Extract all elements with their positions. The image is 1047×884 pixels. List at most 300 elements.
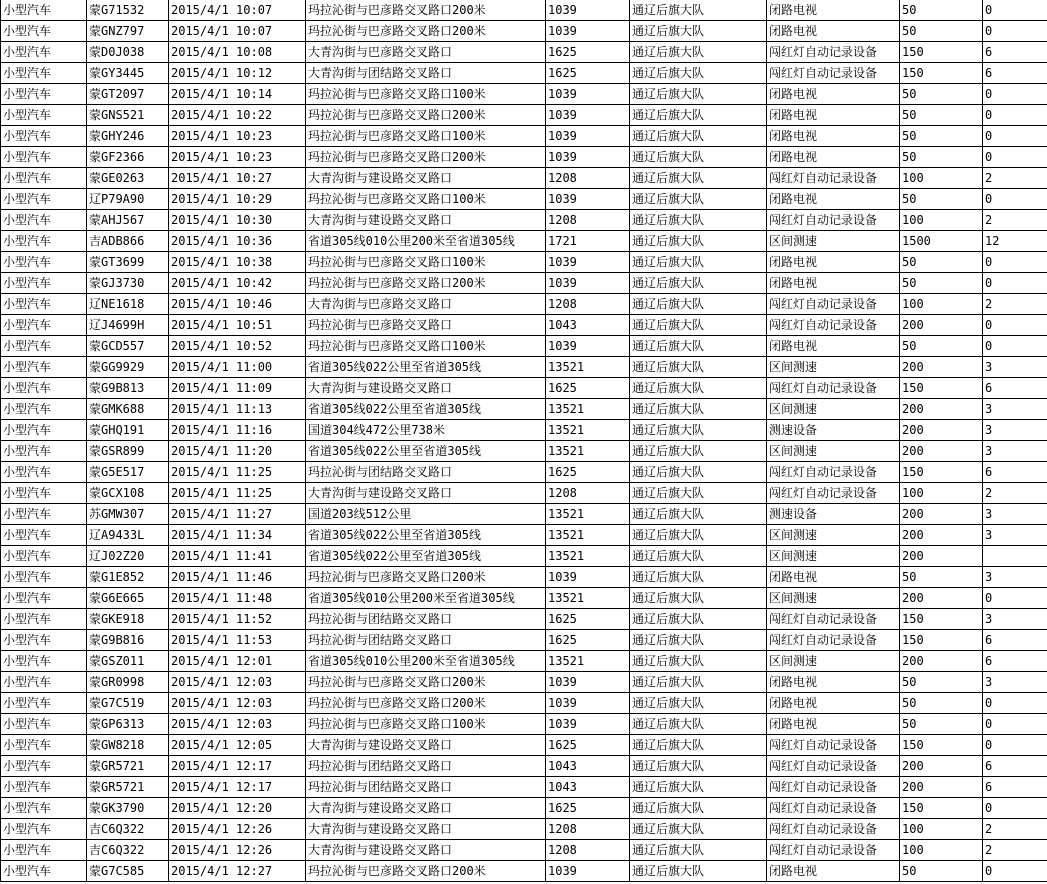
plate-cell[interactable]: 蒙G7C585 xyxy=(87,861,169,882)
location-cell[interactable]: 大青沟街与建设路交叉路口 xyxy=(306,483,546,504)
datetime-cell[interactable]: 2015/4/1 12:03 xyxy=(169,714,306,735)
points-cell[interactable]: 3 xyxy=(983,567,1047,588)
datetime-cell[interactable]: 2015/4/1 11:20 xyxy=(169,441,306,462)
plate-cell[interactable]: 吉C6Q322 xyxy=(87,819,169,840)
code-cell[interactable]: 1625 xyxy=(546,630,630,651)
device-cell[interactable]: 闭路电视 xyxy=(767,693,900,714)
location-cell[interactable]: 玛拉沁街与巴彦路交叉路口200米 xyxy=(306,672,546,693)
unit-cell[interactable]: 通辽后旗大队 xyxy=(630,252,767,273)
plate-cell[interactable]: 蒙GT2097 xyxy=(87,84,169,105)
vehicle-type-cell[interactable]: 小型汽车 xyxy=(1,42,87,63)
vehicle-type-cell[interactable]: 小型汽车 xyxy=(1,693,87,714)
vehicle-type-cell[interactable]: 小型汽车 xyxy=(1,504,87,525)
datetime-cell[interactable]: 2015/4/1 10:12 xyxy=(169,63,306,84)
code-cell[interactable]: 1039 xyxy=(546,189,630,210)
unit-cell[interactable]: 通辽后旗大队 xyxy=(630,63,767,84)
plate-cell[interactable]: 蒙GF2366 xyxy=(87,147,169,168)
device-cell[interactable]: 测速设备 xyxy=(767,504,900,525)
datetime-cell[interactable]: 2015/4/1 12:26 xyxy=(169,840,306,861)
code-cell[interactable]: 1625 xyxy=(546,42,630,63)
vehicle-type-cell[interactable]: 小型汽车 xyxy=(1,441,87,462)
code-cell[interactable]: 13521 xyxy=(546,651,630,672)
location-cell[interactable]: 大青沟街与建设路交叉路口 xyxy=(306,798,546,819)
code-cell[interactable]: 1039 xyxy=(546,252,630,273)
unit-cell[interactable]: 通辽后旗大队 xyxy=(630,777,767,798)
fine-cell[interactable]: 50 xyxy=(900,273,983,294)
unit-cell[interactable]: 通辽后旗大队 xyxy=(630,651,767,672)
datetime-cell[interactable]: 2015/4/1 11:46 xyxy=(169,567,306,588)
code-cell[interactable]: 13521 xyxy=(546,357,630,378)
datetime-cell[interactable]: 2015/4/1 12:27 xyxy=(169,861,306,882)
vehicle-type-cell[interactable]: 小型汽车 xyxy=(1,567,87,588)
code-cell[interactable]: 1625 xyxy=(546,609,630,630)
device-cell[interactable]: 闭路电视 xyxy=(767,273,900,294)
fine-cell[interactable]: 50 xyxy=(900,84,983,105)
device-cell[interactable]: 闯红灯自动记录设备 xyxy=(767,294,900,315)
plate-cell[interactable]: 蒙GSR899 xyxy=(87,441,169,462)
plate-cell[interactable]: 蒙GSZ011 xyxy=(87,651,169,672)
device-cell[interactable]: 闭路电视 xyxy=(767,336,900,357)
fine-cell[interactable]: 150 xyxy=(900,42,983,63)
points-cell[interactable]: 3 xyxy=(983,420,1047,441)
location-cell[interactable]: 省道305线022公里至省道305线 xyxy=(306,357,546,378)
code-cell[interactable]: 13521 xyxy=(546,525,630,546)
points-cell[interactable]: 0 xyxy=(983,189,1047,210)
points-cell[interactable]: 0 xyxy=(983,714,1047,735)
datetime-cell[interactable]: 2015/4/1 12:20 xyxy=(169,798,306,819)
code-cell[interactable]: 1043 xyxy=(546,756,630,777)
code-cell[interactable]: 1625 xyxy=(546,378,630,399)
location-cell[interactable]: 省道305线022公里至省道305线 xyxy=(306,546,546,567)
points-cell[interactable]: 6 xyxy=(983,63,1047,84)
device-cell[interactable]: 闯红灯自动记录设备 xyxy=(767,756,900,777)
points-cell[interactable]: 3 xyxy=(983,441,1047,462)
datetime-cell[interactable]: 2015/4/1 11:16 xyxy=(169,420,306,441)
unit-cell[interactable]: 通辽后旗大队 xyxy=(630,840,767,861)
unit-cell[interactable]: 通辽后旗大队 xyxy=(630,525,767,546)
device-cell[interactable]: 闯红灯自动记录设备 xyxy=(767,168,900,189)
vehicle-type-cell[interactable]: 小型汽车 xyxy=(1,378,87,399)
fine-cell[interactable]: 50 xyxy=(900,861,983,882)
unit-cell[interactable]: 通辽后旗大队 xyxy=(630,420,767,441)
datetime-cell[interactable]: 2015/4/1 10:42 xyxy=(169,273,306,294)
unit-cell[interactable]: 通辽后旗大队 xyxy=(630,168,767,189)
points-cell[interactable]: 2 xyxy=(983,819,1047,840)
device-cell[interactable]: 闭路电视 xyxy=(767,84,900,105)
code-cell[interactable]: 1208 xyxy=(546,168,630,189)
plate-cell[interactable]: 蒙D0J038 xyxy=(87,42,169,63)
datetime-cell[interactable]: 2015/4/1 10:36 xyxy=(169,231,306,252)
code-cell[interactable]: 1039 xyxy=(546,672,630,693)
code-cell[interactable]: 1039 xyxy=(546,84,630,105)
unit-cell[interactable]: 通辽后旗大队 xyxy=(630,147,767,168)
vehicle-type-cell[interactable]: 小型汽车 xyxy=(1,819,87,840)
code-cell[interactable]: 1208 xyxy=(546,294,630,315)
vehicle-type-cell[interactable]: 小型汽车 xyxy=(1,21,87,42)
device-cell[interactable]: 闭路电视 xyxy=(767,147,900,168)
code-cell[interactable]: 1039 xyxy=(546,861,630,882)
points-cell[interactable]: 6 xyxy=(983,651,1047,672)
vehicle-type-cell[interactable]: 小型汽车 xyxy=(1,609,87,630)
plate-cell[interactable]: 蒙GNS521 xyxy=(87,105,169,126)
datetime-cell[interactable]: 2015/4/1 12:17 xyxy=(169,756,306,777)
device-cell[interactable]: 闯红灯自动记录设备 xyxy=(767,735,900,756)
device-cell[interactable]: 测速设备 xyxy=(767,420,900,441)
fine-cell[interactable]: 50 xyxy=(900,336,983,357)
unit-cell[interactable]: 通辽后旗大队 xyxy=(630,861,767,882)
fine-cell[interactable]: 150 xyxy=(900,462,983,483)
points-cell[interactable]: 3 xyxy=(983,504,1047,525)
fine-cell[interactable]: 50 xyxy=(900,21,983,42)
device-cell[interactable]: 闭路电视 xyxy=(767,105,900,126)
location-cell[interactable]: 玛拉沁街与巴彦路交叉路口200米 xyxy=(306,861,546,882)
vehicle-type-cell[interactable]: 小型汽车 xyxy=(1,756,87,777)
points-cell[interactable]: 3 xyxy=(983,609,1047,630)
fine-cell[interactable]: 200 xyxy=(900,525,983,546)
plate-cell[interactable]: 蒙G9B816 xyxy=(87,630,169,651)
location-cell[interactable]: 大青沟街与建设路交叉路口 xyxy=(306,378,546,399)
datetime-cell[interactable]: 2015/4/1 10:07 xyxy=(169,21,306,42)
unit-cell[interactable]: 通辽后旗大队 xyxy=(630,735,767,756)
plate-cell[interactable]: 蒙GMK688 xyxy=(87,399,169,420)
datetime-cell[interactable]: 2015/4/1 11:27 xyxy=(169,504,306,525)
device-cell[interactable]: 闭路电视 xyxy=(767,672,900,693)
plate-cell[interactable]: 吉ADB866 xyxy=(87,231,169,252)
code-cell[interactable]: 1039 xyxy=(546,0,630,21)
code-cell[interactable]: 1208 xyxy=(546,210,630,231)
plate-cell[interactable]: 蒙G71532 xyxy=(87,0,169,21)
device-cell[interactable]: 闭路电视 xyxy=(767,861,900,882)
plate-cell[interactable]: 蒙GY3445 xyxy=(87,63,169,84)
location-cell[interactable]: 大青沟街与建设路交叉路口 xyxy=(306,168,546,189)
fine-cell[interactable]: 200 xyxy=(900,399,983,420)
location-cell[interactable]: 省道305线010公里200米至省道305线 xyxy=(306,231,546,252)
vehicle-type-cell[interactable]: 小型汽车 xyxy=(1,777,87,798)
unit-cell[interactable]: 通辽后旗大队 xyxy=(630,294,767,315)
vehicle-type-cell[interactable]: 小型汽车 xyxy=(1,147,87,168)
device-cell[interactable]: 闭路电视 xyxy=(767,21,900,42)
device-cell[interactable]: 闯红灯自动记录设备 xyxy=(767,609,900,630)
device-cell[interactable]: 闭路电视 xyxy=(767,126,900,147)
device-cell[interactable]: 区间测速 xyxy=(767,546,900,567)
unit-cell[interactable]: 通辽后旗大队 xyxy=(630,336,767,357)
datetime-cell[interactable]: 2015/4/1 10:52 xyxy=(169,336,306,357)
plate-cell[interactable]: 蒙GK3790 xyxy=(87,798,169,819)
unit-cell[interactable]: 通辽后旗大队 xyxy=(630,21,767,42)
device-cell[interactable]: 闯红灯自动记录设备 xyxy=(767,630,900,651)
unit-cell[interactable]: 通辽后旗大队 xyxy=(630,462,767,483)
location-cell[interactable]: 玛拉沁街与巴彦路交叉路口200米 xyxy=(306,0,546,21)
vehicle-type-cell[interactable]: 小型汽车 xyxy=(1,462,87,483)
plate-cell[interactable]: 蒙G9B813 xyxy=(87,378,169,399)
device-cell[interactable]: 闯红灯自动记录设备 xyxy=(767,840,900,861)
plate-cell[interactable]: 蒙G6E665 xyxy=(87,588,169,609)
points-cell[interactable]: 2 xyxy=(983,210,1047,231)
datetime-cell[interactable]: 2015/4/1 12:01 xyxy=(169,651,306,672)
datetime-cell[interactable]: 2015/4/1 12:03 xyxy=(169,672,306,693)
device-cell[interactable]: 闭路电视 xyxy=(767,567,900,588)
fine-cell[interactable]: 100 xyxy=(900,210,983,231)
datetime-cell[interactable]: 2015/4/1 11:25 xyxy=(169,483,306,504)
location-cell[interactable]: 玛拉沁街与巴彦路交叉路口200米 xyxy=(306,105,546,126)
vehicle-type-cell[interactable]: 小型汽车 xyxy=(1,294,87,315)
location-cell[interactable]: 玛拉沁街与团结路交叉路口 xyxy=(306,756,546,777)
points-cell[interactable]: 0 xyxy=(983,315,1047,336)
device-cell[interactable]: 闭路电视 xyxy=(767,252,900,273)
datetime-cell[interactable]: 2015/4/1 11:52 xyxy=(169,609,306,630)
unit-cell[interactable]: 通辽后旗大队 xyxy=(630,315,767,336)
device-cell[interactable]: 区间测速 xyxy=(767,441,900,462)
unit-cell[interactable]: 通辽后旗大队 xyxy=(630,672,767,693)
code-cell[interactable]: 1625 xyxy=(546,798,630,819)
points-cell[interactable]: 0 xyxy=(983,105,1047,126)
location-cell[interactable]: 省道305线022公里至省道305线 xyxy=(306,441,546,462)
unit-cell[interactable]: 通辽后旗大队 xyxy=(630,189,767,210)
datetime-cell[interactable]: 2015/4/1 12:05 xyxy=(169,735,306,756)
device-cell[interactable]: 闯红灯自动记录设备 xyxy=(767,777,900,798)
points-cell[interactable]: 0 xyxy=(983,588,1047,609)
plate-cell[interactable]: 蒙GHY246 xyxy=(87,126,169,147)
unit-cell[interactable]: 通辽后旗大队 xyxy=(630,567,767,588)
unit-cell[interactable]: 通辽后旗大队 xyxy=(630,504,767,525)
location-cell[interactable]: 玛拉沁街与巴彦路交叉路口100米 xyxy=(306,189,546,210)
code-cell[interactable]: 13521 xyxy=(546,588,630,609)
fine-cell[interactable]: 100 xyxy=(900,294,983,315)
location-cell[interactable]: 玛拉沁街与团结路交叉路口 xyxy=(306,609,546,630)
plate-cell[interactable]: 辽J02Z20 xyxy=(87,546,169,567)
points-cell[interactable]: 2 xyxy=(983,168,1047,189)
fine-cell[interactable]: 200 xyxy=(900,420,983,441)
plate-cell[interactable]: 蒙GG9929 xyxy=(87,357,169,378)
code-cell[interactable]: 1625 xyxy=(546,462,630,483)
datetime-cell[interactable]: 2015/4/1 10:29 xyxy=(169,189,306,210)
datetime-cell[interactable]: 2015/4/1 10:51 xyxy=(169,315,306,336)
plate-cell[interactable]: 辽J4699H xyxy=(87,315,169,336)
location-cell[interactable]: 省道305线022公里至省道305线 xyxy=(306,525,546,546)
location-cell[interactable]: 玛拉沁街与巴彦路交叉路口100米 xyxy=(306,714,546,735)
points-cell[interactable]: 6 xyxy=(983,777,1047,798)
points-cell[interactable]: 3 xyxy=(983,399,1047,420)
vehicle-type-cell[interactable]: 小型汽车 xyxy=(1,798,87,819)
code-cell[interactable]: 1039 xyxy=(546,105,630,126)
datetime-cell[interactable]: 2015/4/1 11:13 xyxy=(169,399,306,420)
location-cell[interactable]: 玛拉沁街与团结路交叉路口 xyxy=(306,462,546,483)
location-cell[interactable]: 玛拉沁街与巴彦路交叉路口200米 xyxy=(306,21,546,42)
device-cell[interactable]: 区间测速 xyxy=(767,357,900,378)
unit-cell[interactable]: 通辽后旗大队 xyxy=(630,693,767,714)
fine-cell[interactable]: 150 xyxy=(900,735,983,756)
code-cell[interactable]: 1039 xyxy=(546,21,630,42)
vehicle-type-cell[interactable]: 小型汽车 xyxy=(1,861,87,882)
fine-cell[interactable]: 150 xyxy=(900,378,983,399)
vehicle-type-cell[interactable]: 小型汽车 xyxy=(1,210,87,231)
fine-cell[interactable]: 200 xyxy=(900,756,983,777)
datetime-cell[interactable]: 2015/4/1 11:09 xyxy=(169,378,306,399)
vehicle-type-cell[interactable]: 小型汽车 xyxy=(1,525,87,546)
plate-cell[interactable]: 蒙G5E517 xyxy=(87,462,169,483)
location-cell[interactable]: 省道305线022公里至省道305线 xyxy=(306,399,546,420)
device-cell[interactable]: 闯红灯自动记录设备 xyxy=(767,462,900,483)
vehicle-type-cell[interactable]: 小型汽车 xyxy=(1,630,87,651)
points-cell[interactable]: 0 xyxy=(983,798,1047,819)
points-cell[interactable]: 2 xyxy=(983,483,1047,504)
location-cell[interactable]: 玛拉沁街与巴彦路交叉路口200米 xyxy=(306,567,546,588)
plate-cell[interactable]: 蒙AHJ567 xyxy=(87,210,169,231)
location-cell[interactable]: 大青沟街与巴彦路交叉路口 xyxy=(306,294,546,315)
points-cell[interactable]: 3 xyxy=(983,357,1047,378)
points-cell[interactable]: 0 xyxy=(983,273,1047,294)
vehicle-type-cell[interactable]: 小型汽车 xyxy=(1,315,87,336)
location-cell[interactable]: 玛拉沁街与巴彦路交叉路口 xyxy=(306,315,546,336)
location-cell[interactable]: 国道304线472公里738米 xyxy=(306,420,546,441)
fine-cell[interactable]: 200 xyxy=(900,588,983,609)
vehicle-type-cell[interactable]: 小型汽车 xyxy=(1,126,87,147)
code-cell[interactable]: 1208 xyxy=(546,819,630,840)
device-cell[interactable]: 闯红灯自动记录设备 xyxy=(767,42,900,63)
vehicle-type-cell[interactable]: 小型汽车 xyxy=(1,273,87,294)
plate-cell[interactable]: 辽A9433L xyxy=(87,525,169,546)
unit-cell[interactable]: 通辽后旗大队 xyxy=(630,105,767,126)
datetime-cell[interactable]: 2015/4/1 10:46 xyxy=(169,294,306,315)
vehicle-type-cell[interactable]: 小型汽车 xyxy=(1,714,87,735)
unit-cell[interactable]: 通辽后旗大队 xyxy=(630,609,767,630)
points-cell[interactable]: 0 xyxy=(983,0,1047,21)
fine-cell[interactable]: 150 xyxy=(900,63,983,84)
location-cell[interactable]: 大青沟街与建设路交叉路口 xyxy=(306,819,546,840)
plate-cell[interactable]: 蒙GP6313 xyxy=(87,714,169,735)
device-cell[interactable]: 闯红灯自动记录设备 xyxy=(767,483,900,504)
fine-cell[interactable]: 200 xyxy=(900,777,983,798)
fine-cell[interactable]: 200 xyxy=(900,315,983,336)
unit-cell[interactable]: 通辽后旗大队 xyxy=(630,210,767,231)
fine-cell[interactable]: 100 xyxy=(900,819,983,840)
unit-cell[interactable]: 通辽后旗大队 xyxy=(630,399,767,420)
datetime-cell[interactable]: 2015/4/1 10:22 xyxy=(169,105,306,126)
unit-cell[interactable]: 通辽后旗大队 xyxy=(630,798,767,819)
plate-cell[interactable]: 蒙GNZ797 xyxy=(87,21,169,42)
points-cell[interactable]: 12 xyxy=(983,231,1047,252)
points-cell[interactable]: 3 xyxy=(983,525,1047,546)
fine-cell[interactable]: 200 xyxy=(900,504,983,525)
device-cell[interactable]: 闯红灯自动记录设备 xyxy=(767,798,900,819)
device-cell[interactable]: 闯红灯自动记录设备 xyxy=(767,315,900,336)
vehicle-type-cell[interactable]: 小型汽车 xyxy=(1,840,87,861)
location-cell[interactable]: 国道203线512公里 xyxy=(306,504,546,525)
unit-cell[interactable]: 通辽后旗大队 xyxy=(630,630,767,651)
points-cell[interactable]: 0 xyxy=(983,735,1047,756)
unit-cell[interactable]: 通辽后旗大队 xyxy=(630,819,767,840)
unit-cell[interactable]: 通辽后旗大队 xyxy=(630,714,767,735)
code-cell[interactable]: 13521 xyxy=(546,420,630,441)
location-cell[interactable]: 玛拉沁街与巴彦路交叉路口200米 xyxy=(306,693,546,714)
device-cell[interactable]: 闭路电视 xyxy=(767,0,900,21)
points-cell[interactable]: 0 xyxy=(983,147,1047,168)
code-cell[interactable]: 1625 xyxy=(546,63,630,84)
code-cell[interactable]: 1043 xyxy=(546,777,630,798)
datetime-cell[interactable]: 2015/4/1 11:25 xyxy=(169,462,306,483)
location-cell[interactable]: 省道305线010公里200米至省道305线 xyxy=(306,588,546,609)
location-cell[interactable]: 大青沟街与巴彦路交叉路口 xyxy=(306,42,546,63)
location-cell[interactable]: 玛拉沁街与巴彦路交叉路口100米 xyxy=(306,252,546,273)
vehicle-type-cell[interactable]: 小型汽车 xyxy=(1,168,87,189)
code-cell[interactable]: 1039 xyxy=(546,567,630,588)
vehicle-type-cell[interactable]: 小型汽车 xyxy=(1,189,87,210)
fine-cell[interactable]: 50 xyxy=(900,105,983,126)
fine-cell[interactable]: 150 xyxy=(900,630,983,651)
vehicle-type-cell[interactable]: 小型汽车 xyxy=(1,63,87,84)
device-cell[interactable]: 区间测速 xyxy=(767,399,900,420)
vehicle-type-cell[interactable]: 小型汽车 xyxy=(1,399,87,420)
datetime-cell[interactable]: 2015/4/1 10:07 xyxy=(169,0,306,21)
plate-cell[interactable]: 蒙GCD557 xyxy=(87,336,169,357)
plate-cell[interactable]: 苏GMW307 xyxy=(87,504,169,525)
unit-cell[interactable]: 通辽后旗大队 xyxy=(630,588,767,609)
location-cell[interactable]: 大青沟街与团结路交叉路口 xyxy=(306,63,546,84)
fine-cell[interactable]: 1500 xyxy=(900,231,983,252)
vehicle-type-cell[interactable]: 小型汽车 xyxy=(1,651,87,672)
code-cell[interactable]: 1208 xyxy=(546,483,630,504)
unit-cell[interactable]: 通辽后旗大队 xyxy=(630,126,767,147)
device-cell[interactable]: 闯红灯自动记录设备 xyxy=(767,210,900,231)
unit-cell[interactable]: 通辽后旗大队 xyxy=(630,273,767,294)
points-cell[interactable]: 0 xyxy=(983,252,1047,273)
unit-cell[interactable]: 通辽后旗大队 xyxy=(630,441,767,462)
points-cell[interactable]: 2 xyxy=(983,294,1047,315)
plate-cell[interactable]: 蒙GW8218 xyxy=(87,735,169,756)
vehicle-type-cell[interactable]: 小型汽车 xyxy=(1,231,87,252)
datetime-cell[interactable]: 2015/4/1 10:38 xyxy=(169,252,306,273)
unit-cell[interactable]: 通辽后旗大队 xyxy=(630,0,767,21)
device-cell[interactable]: 区间测速 xyxy=(767,231,900,252)
vehicle-type-cell[interactable]: 小型汽车 xyxy=(1,546,87,567)
points-cell[interactable]: 6 xyxy=(983,756,1047,777)
vehicle-type-cell[interactable]: 小型汽车 xyxy=(1,252,87,273)
points-cell[interactable]: 0 xyxy=(983,336,1047,357)
device-cell[interactable]: 闯红灯自动记录设备 xyxy=(767,63,900,84)
fine-cell[interactable]: 50 xyxy=(900,252,983,273)
device-cell[interactable]: 区间测速 xyxy=(767,588,900,609)
fine-cell[interactable]: 50 xyxy=(900,567,983,588)
unit-cell[interactable]: 通辽后旗大队 xyxy=(630,84,767,105)
fine-cell[interactable]: 100 xyxy=(900,483,983,504)
datetime-cell[interactable]: 2015/4/1 10:08 xyxy=(169,42,306,63)
fine-cell[interactable]: 50 xyxy=(900,147,983,168)
unit-cell[interactable]: 通辽后旗大队 xyxy=(630,756,767,777)
fine-cell[interactable]: 50 xyxy=(900,693,983,714)
datetime-cell[interactable]: 2015/4/1 11:41 xyxy=(169,546,306,567)
unit-cell[interactable]: 通辽后旗大队 xyxy=(630,378,767,399)
datetime-cell[interactable]: 2015/4/1 11:53 xyxy=(169,630,306,651)
code-cell[interactable]: 13521 xyxy=(546,399,630,420)
datetime-cell[interactable]: 2015/4/1 10:23 xyxy=(169,126,306,147)
location-cell[interactable]: 玛拉沁街与巴彦路交叉路口200米 xyxy=(306,273,546,294)
location-cell[interactable]: 玛拉沁街与巴彦路交叉路口100米 xyxy=(306,126,546,147)
vehicle-type-cell[interactable]: 小型汽车 xyxy=(1,105,87,126)
datetime-cell[interactable]: 2015/4/1 10:14 xyxy=(169,84,306,105)
code-cell[interactable]: 1039 xyxy=(546,126,630,147)
datetime-cell[interactable]: 2015/4/1 11:34 xyxy=(169,525,306,546)
datetime-cell[interactable]: 2015/4/1 10:23 xyxy=(169,147,306,168)
plate-cell[interactable]: 蒙GR5721 xyxy=(87,756,169,777)
datetime-cell[interactable]: 2015/4/1 11:00 xyxy=(169,357,306,378)
points-cell[interactable]: 0 xyxy=(983,861,1047,882)
location-cell[interactable]: 大青沟街与建设路交叉路口 xyxy=(306,840,546,861)
points-cell[interactable]: 6 xyxy=(983,378,1047,399)
points-cell[interactable]: 6 xyxy=(983,462,1047,483)
points-cell[interactable]: 0 xyxy=(983,693,1047,714)
fine-cell[interactable]: 200 xyxy=(900,651,983,672)
points-cell[interactable]: 0 xyxy=(983,21,1047,42)
